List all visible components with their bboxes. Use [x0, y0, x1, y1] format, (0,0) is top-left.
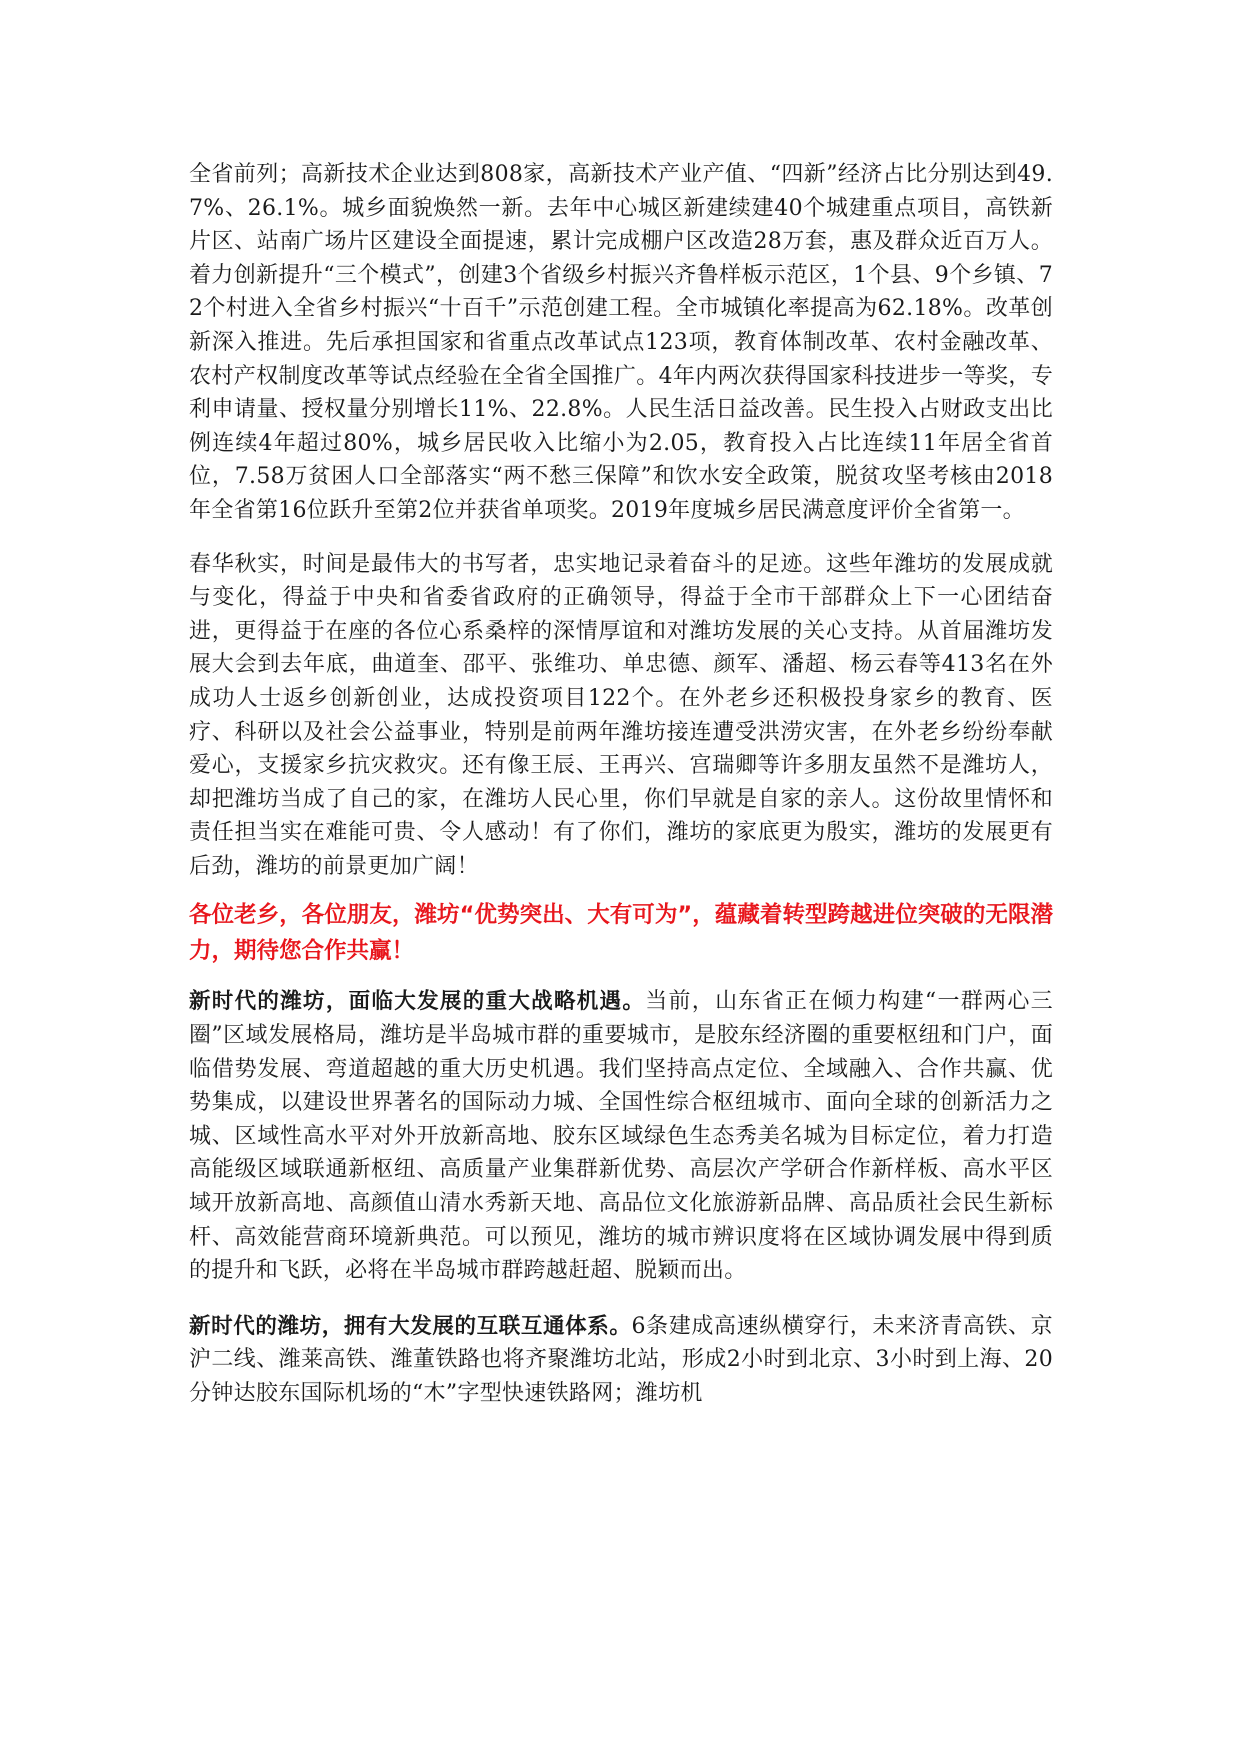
- section-lead: 新时代的潍坊，拥有大发展的互联互通体系。: [189, 1313, 632, 1339]
- paragraph-gratitude: 春华秋实，时间是最伟大的书写者，忠实地记录着奋斗的足迹。这些年潍坊的发展成就与变化，得益于中央和省委省政府的正确领导，得益于全市干部群众上下一心团结奋进，更得益于在座的各位心系桑梓的深情厚谊和对潍坊发展的关心支持。从首届潍坊发展大会到去年底，曲道奎、邵平、张维功、单忠德、颜军、潘超、杨云春等413名在外成功人士返乡创新创业，达成投资项目122个。在外老乡还积极投身家乡的教育、医疗、科研以及社会公益事业，特别是前两年潍坊接连遭受洪涝灾害，在外老乡纷纷奉献爱心，支援家乡抗灾救灾。还有像王辰、王再兴、宫瑞卿等许多朋友虽然不是潍坊人，却把潍坊当成了自己的家，在潍坊人民心里，你们早就是自家的亲人。这份故里情怀和责任担当实在难能可贵、令人感动！有了你们，潍坊的家底更为殷实，潍坊的发展更有后劲，潍坊的前景更加广阔！: [189, 551, 1053, 879]
- paragraph-achievements: 全省前列；高新技术企业达到808家，高新技术产业产值、“四新”经济占比分别达到49.7%、26.1%。城乡面貌焕然一新。去年中心城区新建续建40个城建重点项目，高铁新片区、站南广场片区建设全面提速，累计完成棚户区改造28万套，惠及群众近百万人。着力创新提升“三个模式”，创建3个省级乡村振兴齐鲁样板示范区，1个县、9个乡镇、72个村进入全省乡村振兴“十百千”示范创建工程。全市城镇化率提高为62.18%。改革创新深入推进。先后承担国家和省重点改革试点123项，教育体制改革、农村金融改革、农村产权制度改革等试点经验在全省全国推广。4年内两次获得国家科技进步一等奖，专利申请量、授权量分别增长11%、22.8%。人民生活日益改善。民生投入占财政支出比例连续4年超过80%，城乡居民收入比缩小为2.05，教育投入占比连续11年居全省首位，7.58万贫困人口全部落实“两不愁三保障”和饮水安全政策，脱贫攻坚考核由2018年全省第16位跃升至第2位并获省单项奖。2019年度城乡居民满意度评价全省第一。: [189, 162, 1053, 523]
- highlight-invitation: 各位老乡，各位朋友，潍坊“优势突出、大有可为”，蕴藏着转型跨越进位突破的无限潜力，期待您合作共赢！: [189, 902, 1053, 965]
- section-lead: 新时代的潍坊，面临大发展的重大战略机遇。: [189, 989, 646, 1015]
- section-connectivity: [189, 1310, 1053, 1411]
- section-body: 6条建成高速纵横穿行，未来济青高铁、京沪二线、潍莱高铁、潍董铁路也将齐聚潍坊北站，形成2小时到北京、3小时到上海、20分钟达胶东国际机场的“木”字型快速铁路网；潍坊机: [189, 1313, 1053, 1406]
- section-strategic-opportunity: [189, 985, 1053, 1287]
- document-body: [189, 158, 1053, 1433]
- section-body: 当前，山东省正在倾力构建“一群两心三圈”区域发展格局，潍坊是半岛城市群的重要城市，是胶东经济圈的重要枢纽和门户，面临借势发展、弯道超越的重大历史机遇。我们坚持高点定位、全域融入、合作共赢、优势集成，以建设世界著名的国际动力城、全国性综合枢纽城市、面向全球的创新活力之城、区域性高水平对外开放新高地、胶东区域绿色生态秀美名城为目标定位，着力打造高能级区域联通新枢纽、高质量产业集群新优势、高层次产学研合作新样板、高水平区域开放新高地、高颜值山清水秀新天地、高品位文化旅游新品牌、高品质社会民生新标杆、高效能营商环境新典范。可以预见，潍坊的城市辨识度将在区域协调发展中得到质的提升和飞跃，必将在半岛城市群跨越赶超、脱颖而出。: [189, 989, 1053, 1284]
